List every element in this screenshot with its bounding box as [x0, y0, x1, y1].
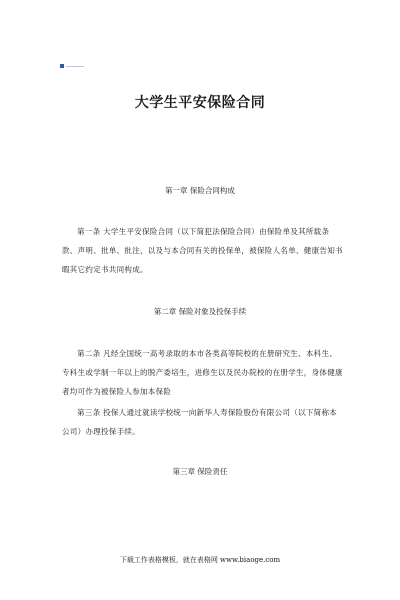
article-3: 第三条 投保人通过就读学校统一向新华人寿保险股份有限公司（以下简称本公司）办理投保手续。 — [62, 408, 338, 436]
chapter-heading-3: 第三章 保险责任 — [172, 467, 228, 476]
article-1: 第一条 大学生平安保险合同（以下简犯法保险合同）由保险单及其所载条款、声明、批单、批注，以及与本合同有关的投保单，被保险人名单、健康告知书暇其它约定书共同构成。 — [62, 227, 343, 274]
logo-dot — [60, 64, 64, 68]
chapter-heading-2: 第二章 保险对象及投保手续 — [153, 307, 247, 316]
logo-mark — [60, 64, 84, 68]
document-title: 大学生平安保险合同 — [134, 95, 266, 111]
article-2: 第二条 凡经全国统一高考录取的本市各类高等院校的在册研究生、本科生、专科生或学制一年以上的脱产委培生，进修生以及民办院校的在册学生，身体健康者均可作为被保险人参加本保险 — [62, 349, 343, 396]
logo-line — [66, 66, 84, 67]
footer-note: 下载工作表格模板，就在表格网 www.biaoge.com — [119, 556, 281, 564]
chapter-heading-1: 第一章 保险合同构成 — [165, 186, 235, 195]
